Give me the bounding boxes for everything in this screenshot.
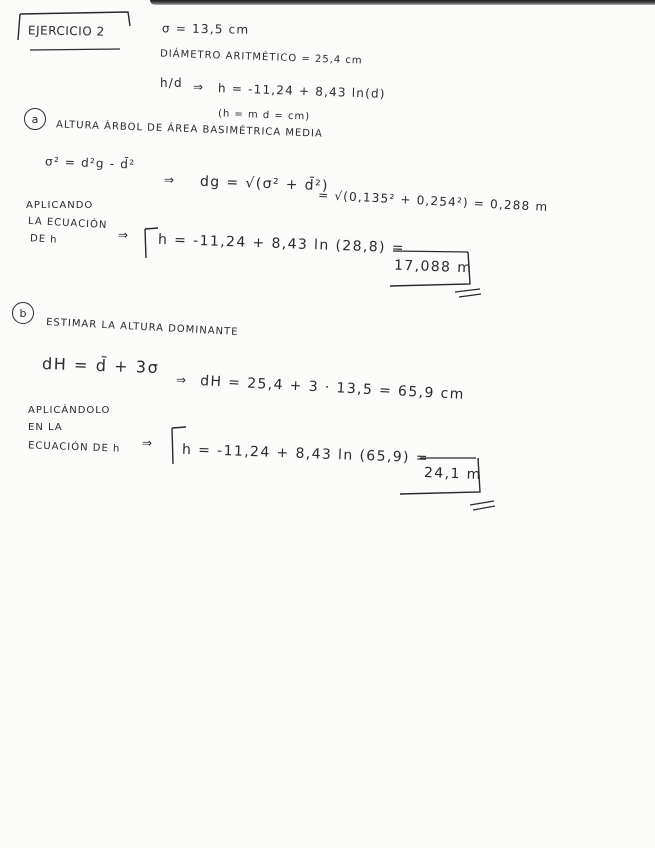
result-b-double-underline — [470, 501, 495, 510]
dg-formula: dg = √(σ² + d̄²) — [199, 173, 330, 195]
result-a-equation: h = -11,24 + 8,43 ln (28,8) = — [157, 231, 406, 257]
dg-numeric: = √(0,135² + 0,254²) = 0,288 m — [317, 187, 549, 215]
part-a-marker: a — [24, 108, 46, 130]
given-diameter: DIÁMETRO ARITMÉTICO = 25,4 cm — [159, 48, 363, 67]
part-b-marker: b — [12, 302, 34, 324]
part-b-heading: ESTIMAR LA ALTURA DOMINANTE — [45, 316, 239, 339]
applying-a-line1: APLICANDO — [26, 200, 94, 211]
part-a-apply-arrow: ⇒ — [118, 228, 130, 242]
part-a-arrow: ⇒ — [164, 173, 176, 187]
applying-b-line3: ECUACIÓN DE h — [27, 440, 121, 455]
dh-numeric: dH = 25,4 + 3 · 13,5 = 65,9 cm — [199, 373, 466, 403]
result-a-double-underline — [455, 289, 481, 297]
title-underline — [30, 49, 120, 50]
applying-a-line2: LA ECUACIÓN — [27, 215, 108, 232]
model-equation: h = -11,24 + 8,43 ln(d) — [217, 81, 386, 101]
model-arrow: ⇒ — [193, 80, 205, 94]
part-b-arrow: ⇒ — [176, 373, 188, 387]
given-sigma: σ = 13,5 cm — [161, 21, 250, 37]
result-b-value: 24,1 m — [423, 464, 482, 484]
result-a-box-left — [145, 228, 158, 258]
model-units: (h = m d = cm) — [217, 108, 311, 123]
result-b-equation: h = -11,24 + 8,43 ln (65,9) = — [181, 441, 430, 467]
applying-b-line2: EN LA — [28, 422, 63, 433]
part-a-heading: ALTURA ÁRBOL DE ÁREA BASIMÉTRICA MEDIA — [55, 119, 323, 140]
applying-b-line1: APLICÁNDOLO — [28, 405, 111, 416]
variance-formula: σ² = d²g - d̄² — [44, 154, 136, 172]
applying-a-line3: DE h — [29, 233, 58, 246]
dh-formula: dH = d̄ + 3σ — [41, 353, 160, 378]
part-b-apply-arrow: ⇒ — [142, 436, 154, 450]
model-label: h/d — [160, 76, 183, 90]
exercise-title: EJERCICIO 2 — [27, 23, 105, 39]
result-a-value: 17,088 m — [393, 257, 473, 277]
